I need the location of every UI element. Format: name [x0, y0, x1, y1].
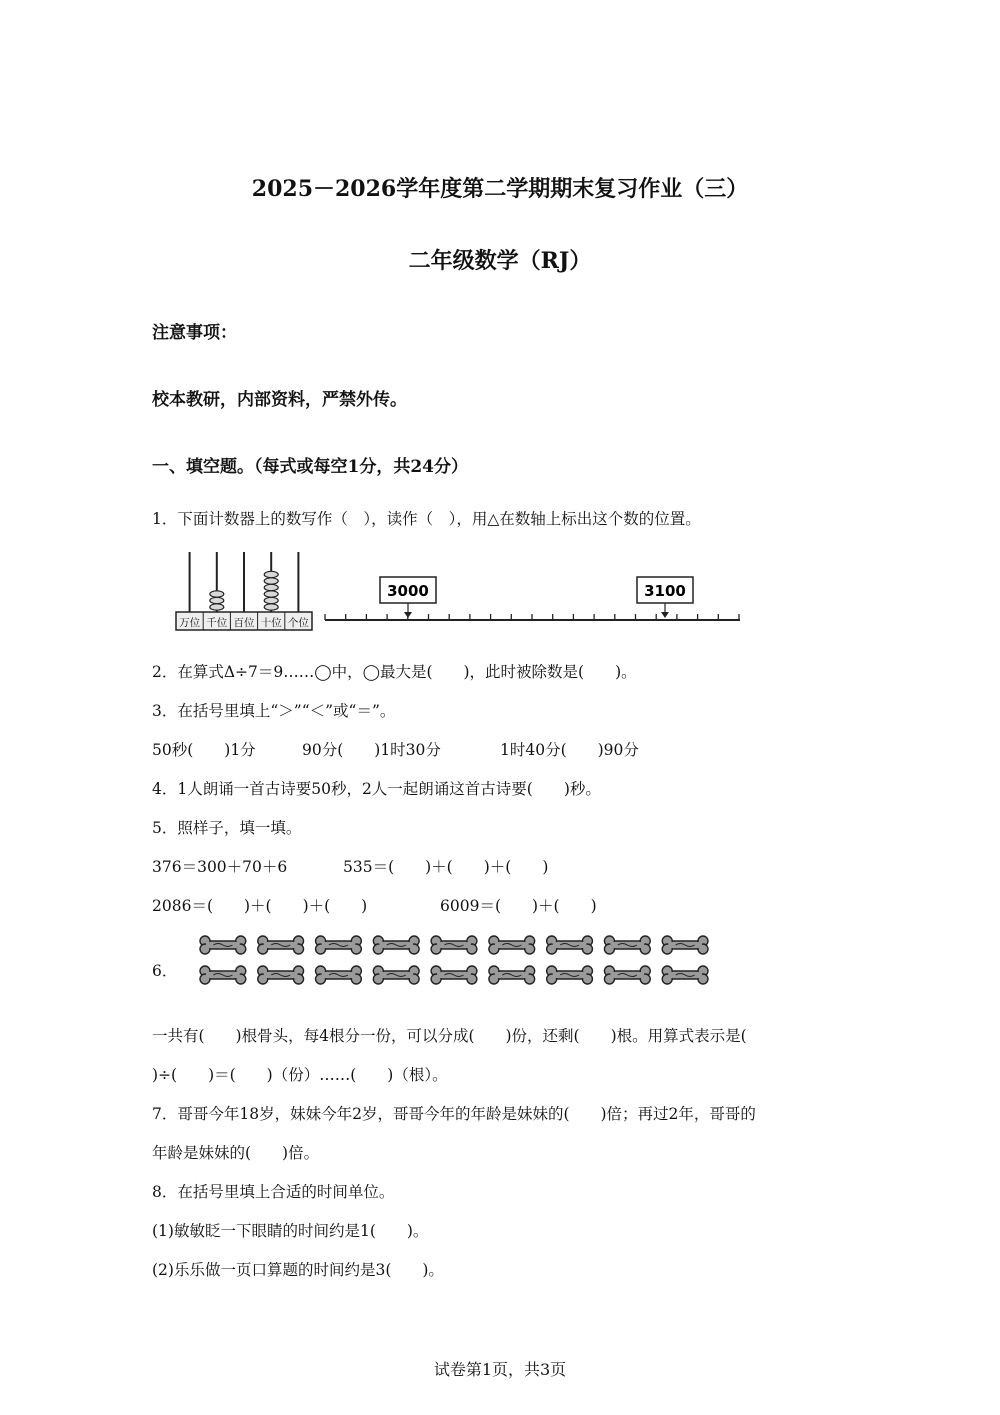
bone-icon	[604, 966, 650, 984]
bone-icon	[373, 966, 419, 984]
abacus-bead	[264, 591, 278, 597]
question-7-line-2: 年龄是妹妹的( )倍。	[152, 1144, 320, 1162]
question-7-line-1: 7．哥哥今年18岁，妹妹今年2岁，哥哥今年的年龄是妹妹的( )倍；再过2年，哥哥的	[152, 1105, 756, 1123]
bone-icon	[547, 966, 593, 984]
question-6-line-2: )÷( )＝( )（份）……( )（根）。	[152, 1066, 448, 1084]
bone-icon	[489, 966, 535, 984]
svg-text:3100: 3100	[644, 582, 686, 600]
bone-icon	[316, 936, 362, 954]
section-heading: 一、填空题。（每式或每空1分，共24分）	[152, 457, 468, 477]
bone-icon	[662, 966, 708, 984]
abacus-place-label: 百位	[233, 617, 255, 629]
bones-figure	[195, 930, 715, 986]
abacus-figure	[170, 548, 320, 634]
q3-item-2: 90分( )1时30分	[302, 741, 441, 759]
bone-icon	[431, 936, 477, 954]
number-line-figure	[320, 570, 745, 630]
q5-item-6009: 6009＝( )＋( )	[440, 897, 597, 915]
abacus-place-label: 万位	[179, 617, 201, 629]
bone-icon	[200, 936, 246, 954]
page-footer: 试卷第1页，共3页	[433, 1360, 567, 1379]
bone-icon	[200, 966, 246, 984]
abacus-bead	[264, 578, 278, 584]
notice-text: 校本教研，内部资料，严禁外传。	[152, 390, 407, 410]
page-title: 2025－2026学年度第二学期期末复习作业（三）	[251, 176, 749, 202]
bone-icon	[258, 966, 304, 984]
abacus-place-label: 个位	[287, 617, 309, 629]
q5-example: 376＝300＋70＋6	[152, 858, 288, 876]
bone-icon	[373, 936, 419, 954]
bone-icon	[604, 936, 650, 954]
question-3: 3．在括号里填上“＞”“＜”或“＝”。	[152, 702, 396, 720]
q5-item-2086: 2086＝( )＋( )＋( )	[152, 897, 368, 915]
page-subtitle: 二年级数学（RJ）	[408, 248, 592, 274]
bone-icon	[662, 936, 708, 954]
question-8-2: (2)乐乐做一页口算题的时间约是3( )。	[152, 1261, 444, 1279]
number-line-label-3000	[380, 577, 436, 618]
svg-text:3000: 3000	[387, 582, 429, 600]
question-5: 5．照样子，填一填。	[152, 819, 302, 837]
notice-label: 注意事项：	[152, 323, 237, 343]
question-6-label: 6．	[152, 962, 178, 980]
question-1: 1．下面计数器上的数写作（ ），读作（ ），用△在数轴上标出这个数的位置。	[152, 510, 701, 528]
number-line-label-3100	[637, 577, 693, 618]
abacus-bead	[264, 584, 278, 590]
q3-item-3: 1时40分( )90分	[500, 741, 639, 759]
abacus-bead	[264, 597, 278, 603]
bone-icon	[547, 936, 593, 954]
abacus-place-label: 十位	[260, 617, 282, 629]
bone-icon	[431, 966, 477, 984]
bone-icon	[316, 966, 362, 984]
q5-item-535: 535＝( )＋( )＋( )	[343, 858, 549, 876]
abacus-bead	[264, 604, 278, 610]
abacus-bead	[210, 597, 224, 603]
question-6-line-1: 一共有( )根骨头，每4根分一份，可以分成( )份，还剩( )根。用算式表示是(	[152, 1027, 747, 1045]
question-2: 2．在算式Δ÷7＝9……◯中，◯最大是( )，此时被除数是( )。	[152, 663, 637, 681]
bone-icon	[489, 936, 535, 954]
abacus-bead	[210, 591, 224, 597]
q3-item-1: 50秒( )1分	[152, 741, 256, 759]
question-8: 8．在括号里填上合适的时间单位。	[152, 1183, 395, 1201]
question-4: 4．1人朗诵一首古诗要50秒，2人一起朗诵这首古诗要( )秒。	[152, 780, 601, 798]
abacus-bead	[264, 571, 278, 577]
question-8-1: (1)敏敏眨一下眼睛的时间约是1( )。	[152, 1222, 429, 1240]
abacus-bead	[210, 604, 224, 610]
abacus-place-label: 千位	[206, 617, 228, 629]
bone-icon	[258, 936, 304, 954]
